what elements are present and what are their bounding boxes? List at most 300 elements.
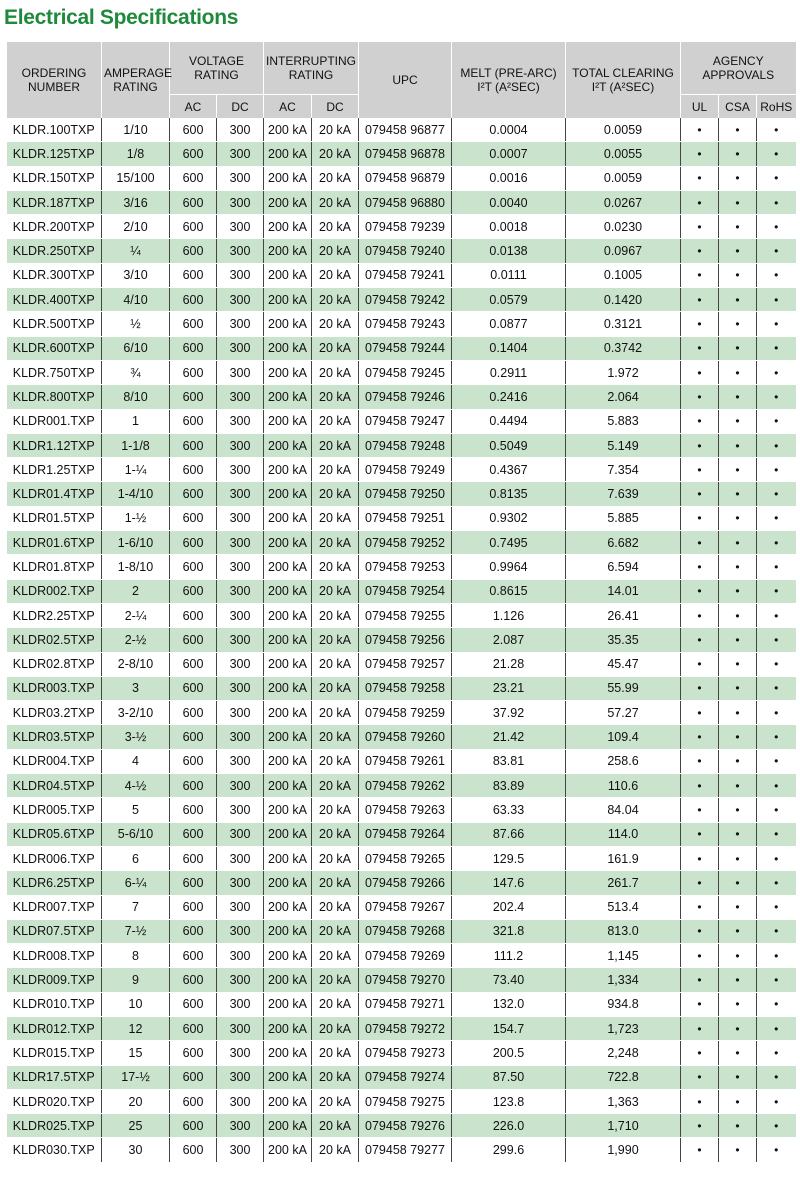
table-row bbox=[7, 603, 796, 627]
cell-ul-approval: • bbox=[681, 846, 719, 870]
cell-interrupting-dc: 20 kA bbox=[312, 919, 359, 943]
cell-voltage-dc: 300 bbox=[217, 944, 264, 968]
cell-interrupting-ac: 200 kA bbox=[264, 749, 312, 773]
cell-voltage-ac: 600 bbox=[170, 288, 217, 312]
cell-upc: 079458 79250 bbox=[359, 482, 452, 506]
cell-ul-approval: • bbox=[681, 749, 719, 773]
header-rohs: RoHS bbox=[757, 95, 796, 119]
cell-interrupting-ac: 200 kA bbox=[264, 676, 312, 700]
cell-total-clearing-i2t: 1,363 bbox=[566, 1089, 681, 1113]
cell-csa-approval: • bbox=[719, 798, 757, 822]
cell-upc: 079458 96880 bbox=[359, 190, 452, 214]
cell-voltage-ac: 600 bbox=[170, 239, 217, 263]
cell-melt-i2t: 0.0007 bbox=[452, 142, 566, 166]
table-row bbox=[7, 1138, 796, 1162]
cell-ul-approval: • bbox=[681, 895, 719, 919]
cell-voltage-ac: 600 bbox=[170, 482, 217, 506]
cell-voltage-dc: 300 bbox=[217, 822, 264, 846]
cell-rohs-approval: • bbox=[757, 215, 796, 239]
cell-total-clearing-i2t: 84.04 bbox=[566, 798, 681, 822]
cell-voltage-dc: 300 bbox=[217, 555, 264, 579]
cell-total-clearing-i2t: 0.0055 bbox=[566, 142, 681, 166]
cell-csa-approval: • bbox=[719, 919, 757, 943]
cell-upc: 079458 96878 bbox=[359, 142, 452, 166]
cell-rohs-approval: • bbox=[757, 652, 796, 676]
cell-csa-approval: • bbox=[719, 288, 757, 312]
cell-total-clearing-i2t: 55.99 bbox=[566, 676, 681, 700]
cell-interrupting-ac: 200 kA bbox=[264, 166, 312, 190]
cell-csa-approval: • bbox=[719, 531, 757, 555]
cell-rohs-approval: • bbox=[757, 895, 796, 919]
cell-voltage-ac: 600 bbox=[170, 215, 217, 239]
cell-rohs-approval: • bbox=[757, 822, 796, 846]
cell-interrupting-ac: 200 kA bbox=[264, 263, 312, 287]
cell-ordering-number: KLDR.100TXP bbox=[7, 118, 102, 142]
cell-interrupting-dc: 20 kA bbox=[312, 482, 359, 506]
cell-voltage-ac: 600 bbox=[170, 555, 217, 579]
table-row bbox=[7, 944, 796, 968]
cell-voltage-ac: 600 bbox=[170, 263, 217, 287]
cell-csa-approval: • bbox=[719, 360, 757, 384]
cell-interrupting-ac: 200 kA bbox=[264, 725, 312, 749]
cell-voltage-dc: 300 bbox=[217, 798, 264, 822]
cell-voltage-dc: 300 bbox=[217, 118, 264, 142]
cell-melt-i2t: 147.6 bbox=[452, 871, 566, 895]
cell-upc: 079458 79266 bbox=[359, 871, 452, 895]
cell-upc: 079458 79271 bbox=[359, 992, 452, 1016]
cell-upc: 079458 79241 bbox=[359, 263, 452, 287]
cell-melt-i2t: 0.0579 bbox=[452, 288, 566, 312]
cell-melt-i2t: 2.087 bbox=[452, 628, 566, 652]
cell-upc: 079458 79247 bbox=[359, 409, 452, 433]
cell-ul-approval: • bbox=[681, 676, 719, 700]
cell-ul-approval: • bbox=[681, 215, 719, 239]
cell-amperage-rating: 3 bbox=[102, 676, 170, 700]
cell-interrupting-dc: 20 kA bbox=[312, 652, 359, 676]
cell-ordering-number: KLDR001.TXP bbox=[7, 409, 102, 433]
cell-voltage-dc: 300 bbox=[217, 895, 264, 919]
table-row bbox=[7, 385, 796, 409]
cell-total-clearing-i2t: 813.0 bbox=[566, 919, 681, 943]
cell-rohs-approval: • bbox=[757, 944, 796, 968]
cell-total-clearing-i2t: 1.972 bbox=[566, 360, 681, 384]
cell-csa-approval: • bbox=[719, 846, 757, 870]
cell-upc: 079458 79252 bbox=[359, 531, 452, 555]
cell-amperage-rating: 15 bbox=[102, 1041, 170, 1065]
cell-melt-i2t: 0.7495 bbox=[452, 531, 566, 555]
cell-ordering-number: KLDR.500TXP bbox=[7, 312, 102, 336]
cell-interrupting-ac: 200 kA bbox=[264, 215, 312, 239]
table-row bbox=[7, 555, 796, 579]
cell-ordering-number: KLDR03.2TXP bbox=[7, 701, 102, 725]
table-row bbox=[7, 1114, 796, 1138]
cell-melt-i2t: 0.0040 bbox=[452, 190, 566, 214]
table-row bbox=[7, 725, 796, 749]
cell-ordering-number: KLDR030.TXP bbox=[7, 1138, 102, 1162]
cell-melt-i2t: 0.8135 bbox=[452, 482, 566, 506]
cell-amperage-rating: 6-¼ bbox=[102, 871, 170, 895]
cell-interrupting-ac: 200 kA bbox=[264, 944, 312, 968]
cell-amperage-rating: 7 bbox=[102, 895, 170, 919]
cell-voltage-dc: 300 bbox=[217, 628, 264, 652]
cell-amperage-rating: 1 bbox=[102, 409, 170, 433]
cell-ul-approval: • bbox=[681, 871, 719, 895]
table-row bbox=[7, 871, 796, 895]
cell-interrupting-dc: 20 kA bbox=[312, 992, 359, 1016]
cell-total-clearing-i2t: 0.0267 bbox=[566, 190, 681, 214]
cell-ordering-number: KLDR004.TXP bbox=[7, 749, 102, 773]
cell-melt-i2t: 0.9302 bbox=[452, 506, 566, 530]
cell-amperage-rating: 2/10 bbox=[102, 215, 170, 239]
cell-ordering-number: KLDR.300TXP bbox=[7, 263, 102, 287]
table-row bbox=[7, 895, 796, 919]
cell-melt-i2t: 0.0018 bbox=[452, 215, 566, 239]
cell-voltage-dc: 300 bbox=[217, 725, 264, 749]
cell-upc: 079458 79275 bbox=[359, 1089, 452, 1113]
cell-interrupting-ac: 200 kA bbox=[264, 312, 312, 336]
cell-amperage-rating: 2 bbox=[102, 579, 170, 603]
cell-ordering-number: KLDR025.TXP bbox=[7, 1114, 102, 1138]
cell-amperage-rating: 30 bbox=[102, 1138, 170, 1162]
cell-rohs-approval: • bbox=[757, 433, 796, 457]
cell-melt-i2t: 226.0 bbox=[452, 1114, 566, 1138]
cell-amperage-rating: 1-4/10 bbox=[102, 482, 170, 506]
cell-csa-approval: • bbox=[719, 992, 757, 1016]
cell-ul-approval: • bbox=[681, 944, 719, 968]
cell-amperage-rating: 12 bbox=[102, 1016, 170, 1040]
table-row bbox=[7, 774, 796, 798]
cell-ordering-number: KLDR007.TXP bbox=[7, 895, 102, 919]
cell-total-clearing-i2t: 7.354 bbox=[566, 458, 681, 482]
cell-rohs-approval: • bbox=[757, 1065, 796, 1089]
cell-amperage-rating: 9 bbox=[102, 968, 170, 992]
cell-voltage-ac: 600 bbox=[170, 409, 217, 433]
cell-interrupting-dc: 20 kA bbox=[312, 774, 359, 798]
cell-ul-approval: • bbox=[681, 555, 719, 579]
cell-ul-approval: • bbox=[681, 360, 719, 384]
cell-ul-approval: • bbox=[681, 1041, 719, 1065]
table-row bbox=[7, 846, 796, 870]
cell-ordering-number: KLDR.600TXP bbox=[7, 336, 102, 360]
cell-interrupting-dc: 20 kA bbox=[312, 555, 359, 579]
cell-total-clearing-i2t: 26.41 bbox=[566, 603, 681, 627]
cell-csa-approval: • bbox=[719, 1138, 757, 1162]
cell-voltage-dc: 300 bbox=[217, 1041, 264, 1065]
cell-melt-i2t: 0.9964 bbox=[452, 555, 566, 579]
cell-voltage-ac: 600 bbox=[170, 1138, 217, 1162]
cell-voltage-dc: 300 bbox=[217, 774, 264, 798]
cell-rohs-approval: • bbox=[757, 749, 796, 773]
cell-upc: 079458 79261 bbox=[359, 749, 452, 773]
cell-csa-approval: • bbox=[719, 142, 757, 166]
cell-csa-approval: • bbox=[719, 1016, 757, 1040]
cell-voltage-dc: 300 bbox=[217, 1138, 264, 1162]
table-body bbox=[7, 118, 796, 1162]
header-ul: UL bbox=[681, 95, 719, 119]
cell-amperage-rating: ½ bbox=[102, 312, 170, 336]
cell-ul-approval: • bbox=[681, 822, 719, 846]
cell-csa-approval: • bbox=[719, 944, 757, 968]
cell-voltage-dc: 300 bbox=[217, 531, 264, 555]
cell-interrupting-dc: 20 kA bbox=[312, 506, 359, 530]
cell-ordering-number: KLDR005.TXP bbox=[7, 798, 102, 822]
cell-total-clearing-i2t: 722.8 bbox=[566, 1065, 681, 1089]
cell-rohs-approval: • bbox=[757, 142, 796, 166]
cell-melt-i2t: 23.21 bbox=[452, 676, 566, 700]
table-row bbox=[7, 433, 796, 457]
cell-upc: 079458 79242 bbox=[359, 288, 452, 312]
cell-interrupting-dc: 20 kA bbox=[312, 409, 359, 433]
cell-upc: 079458 79251 bbox=[359, 506, 452, 530]
cell-rohs-approval: • bbox=[757, 118, 796, 142]
table-row bbox=[7, 1016, 796, 1040]
cell-voltage-dc: 300 bbox=[217, 312, 264, 336]
cell-interrupting-ac: 200 kA bbox=[264, 895, 312, 919]
cell-amperage-rating: 3-2/10 bbox=[102, 701, 170, 725]
cell-upc: 079458 79256 bbox=[359, 628, 452, 652]
cell-total-clearing-i2t: 258.6 bbox=[566, 749, 681, 773]
cell-ul-approval: • bbox=[681, 482, 719, 506]
cell-total-clearing-i2t: 161.9 bbox=[566, 846, 681, 870]
cell-rohs-approval: • bbox=[757, 166, 796, 190]
cell-amperage-rating: 2-½ bbox=[102, 628, 170, 652]
cell-ul-approval: • bbox=[681, 992, 719, 1016]
cell-interrupting-ac: 200 kA bbox=[264, 992, 312, 1016]
cell-melt-i2t: 154.7 bbox=[452, 1016, 566, 1040]
cell-rohs-approval: • bbox=[757, 190, 796, 214]
cell-upc: 079458 79272 bbox=[359, 1016, 452, 1040]
cell-interrupting-dc: 20 kA bbox=[312, 385, 359, 409]
cell-interrupting-dc: 20 kA bbox=[312, 603, 359, 627]
cell-ordering-number: KLDR.200TXP bbox=[7, 215, 102, 239]
cell-interrupting-ac: 200 kA bbox=[264, 506, 312, 530]
cell-voltage-ac: 600 bbox=[170, 1065, 217, 1089]
cell-ordering-number: KLDR2.25TXP bbox=[7, 603, 102, 627]
cell-melt-i2t: 21.42 bbox=[452, 725, 566, 749]
cell-interrupting-dc: 20 kA bbox=[312, 1065, 359, 1089]
cell-melt-i2t: 0.4494 bbox=[452, 409, 566, 433]
cell-melt-i2t: 21.28 bbox=[452, 652, 566, 676]
cell-amperage-rating: 6 bbox=[102, 846, 170, 870]
cell-rohs-approval: • bbox=[757, 312, 796, 336]
cell-voltage-ac: 600 bbox=[170, 919, 217, 943]
cell-ordering-number: KLDR.125TXP bbox=[7, 142, 102, 166]
cell-amperage-rating: 8/10 bbox=[102, 385, 170, 409]
cell-ordering-number: KLDR003.TXP bbox=[7, 676, 102, 700]
table-row bbox=[7, 312, 796, 336]
cell-rohs-approval: • bbox=[757, 1089, 796, 1113]
cell-total-clearing-i2t: 0.1005 bbox=[566, 263, 681, 287]
cell-csa-approval: • bbox=[719, 385, 757, 409]
cell-melt-i2t: 1.126 bbox=[452, 603, 566, 627]
cell-upc: 079458 79259 bbox=[359, 701, 452, 725]
table-row bbox=[7, 482, 796, 506]
cell-voltage-ac: 600 bbox=[170, 1089, 217, 1113]
header-ordering-number: ORDERING NUMBER bbox=[7, 42, 102, 118]
cell-ordering-number: KLDR04.5TXP bbox=[7, 774, 102, 798]
cell-upc: 079458 79257 bbox=[359, 652, 452, 676]
cell-ordering-number: KLDR.150TXP bbox=[7, 166, 102, 190]
cell-ul-approval: • bbox=[681, 458, 719, 482]
cell-amperage-rating: 4-½ bbox=[102, 774, 170, 798]
cell-total-clearing-i2t: 110.6 bbox=[566, 774, 681, 798]
cell-csa-approval: • bbox=[719, 749, 757, 773]
cell-csa-approval: • bbox=[719, 506, 757, 530]
cell-interrupting-dc: 20 kA bbox=[312, 360, 359, 384]
cell-interrupting-dc: 20 kA bbox=[312, 531, 359, 555]
cell-ordering-number: KLDR17.5TXP bbox=[7, 1065, 102, 1089]
cell-voltage-dc: 300 bbox=[217, 239, 264, 263]
cell-rohs-approval: • bbox=[757, 846, 796, 870]
cell-melt-i2t: 63.33 bbox=[452, 798, 566, 822]
cell-interrupting-ac: 200 kA bbox=[264, 822, 312, 846]
cell-ul-approval: • bbox=[681, 919, 719, 943]
cell-voltage-dc: 300 bbox=[217, 992, 264, 1016]
cell-voltage-dc: 300 bbox=[217, 360, 264, 384]
cell-voltage-dc: 300 bbox=[217, 579, 264, 603]
cell-interrupting-ac: 200 kA bbox=[264, 1089, 312, 1113]
cell-csa-approval: • bbox=[719, 968, 757, 992]
cell-interrupting-ac: 200 kA bbox=[264, 385, 312, 409]
table-row bbox=[7, 506, 796, 530]
cell-interrupting-ac: 200 kA bbox=[264, 701, 312, 725]
cell-total-clearing-i2t: 0.0059 bbox=[566, 118, 681, 142]
cell-total-clearing-i2t: 5.883 bbox=[566, 409, 681, 433]
cell-melt-i2t: 202.4 bbox=[452, 895, 566, 919]
cell-amperage-rating: 17-½ bbox=[102, 1065, 170, 1089]
cell-csa-approval: • bbox=[719, 725, 757, 749]
cell-ordering-number: KLDR006.TXP bbox=[7, 846, 102, 870]
cell-melt-i2t: 299.6 bbox=[452, 1138, 566, 1162]
cell-voltage-dc: 300 bbox=[217, 385, 264, 409]
cell-interrupting-ac: 200 kA bbox=[264, 239, 312, 263]
cell-upc: 079458 96879 bbox=[359, 166, 452, 190]
cell-upc: 079458 79263 bbox=[359, 798, 452, 822]
cell-ordering-number: KLDR05.6TXP bbox=[7, 822, 102, 846]
cell-total-clearing-i2t: 0.1420 bbox=[566, 288, 681, 312]
cell-interrupting-ac: 200 kA bbox=[264, 1114, 312, 1138]
header-melt: MELT (PRE-ARC) I²T (A²SEC) bbox=[452, 42, 566, 118]
cell-melt-i2t: 83.89 bbox=[452, 774, 566, 798]
cell-ul-approval: • bbox=[681, 579, 719, 603]
cell-voltage-ac: 600 bbox=[170, 944, 217, 968]
cell-voltage-dc: 300 bbox=[217, 506, 264, 530]
cell-amperage-rating: 1-½ bbox=[102, 506, 170, 530]
cell-rohs-approval: • bbox=[757, 531, 796, 555]
cell-ul-approval: • bbox=[681, 433, 719, 457]
cell-amperage-rating: 1-¼ bbox=[102, 458, 170, 482]
cell-total-clearing-i2t: 14.01 bbox=[566, 579, 681, 603]
cell-amperage-rating: 3-½ bbox=[102, 725, 170, 749]
cell-ul-approval: • bbox=[681, 1065, 719, 1089]
cell-melt-i2t: 0.0016 bbox=[452, 166, 566, 190]
cell-amperage-rating: 1-6/10 bbox=[102, 531, 170, 555]
cell-voltage-dc: 300 bbox=[217, 968, 264, 992]
cell-ordering-number: KLDR6.25TXP bbox=[7, 871, 102, 895]
cell-ordering-number: KLDR015.TXP bbox=[7, 1041, 102, 1065]
cell-melt-i2t: 0.0877 bbox=[452, 312, 566, 336]
cell-csa-approval: • bbox=[719, 1089, 757, 1113]
cell-interrupting-ac: 200 kA bbox=[264, 1016, 312, 1040]
cell-interrupting-ac: 200 kA bbox=[264, 968, 312, 992]
cell-total-clearing-i2t: 1,710 bbox=[566, 1114, 681, 1138]
cell-interrupting-ac: 200 kA bbox=[264, 919, 312, 943]
cell-voltage-ac: 600 bbox=[170, 798, 217, 822]
cell-voltage-dc: 300 bbox=[217, 288, 264, 312]
cell-total-clearing-i2t: 7.639 bbox=[566, 482, 681, 506]
cell-melt-i2t: 0.0138 bbox=[452, 239, 566, 263]
cell-csa-approval: • bbox=[719, 822, 757, 846]
cell-csa-approval: • bbox=[719, 215, 757, 239]
cell-interrupting-dc: 20 kA bbox=[312, 895, 359, 919]
cell-total-clearing-i2t: 0.0230 bbox=[566, 215, 681, 239]
cell-voltage-dc: 300 bbox=[217, 676, 264, 700]
cell-upc: 079458 79239 bbox=[359, 215, 452, 239]
cell-interrupting-dc: 20 kA bbox=[312, 239, 359, 263]
cell-csa-approval: • bbox=[719, 409, 757, 433]
cell-interrupting-ac: 200 kA bbox=[264, 1065, 312, 1089]
cell-interrupting-ac: 200 kA bbox=[264, 798, 312, 822]
cell-amperage-rating: 8 bbox=[102, 944, 170, 968]
cell-voltage-dc: 300 bbox=[217, 846, 264, 870]
cell-upc: 079458 79248 bbox=[359, 433, 452, 457]
cell-interrupting-ac: 200 kA bbox=[264, 1138, 312, 1162]
cell-interrupting-dc: 20 kA bbox=[312, 968, 359, 992]
cell-voltage-ac: 600 bbox=[170, 725, 217, 749]
cell-interrupting-dc: 20 kA bbox=[312, 1138, 359, 1162]
cell-melt-i2t: 129.5 bbox=[452, 846, 566, 870]
cell-ordering-number: KLDR002.TXP bbox=[7, 579, 102, 603]
cell-interrupting-dc: 20 kA bbox=[312, 725, 359, 749]
cell-interrupting-ac: 200 kA bbox=[264, 652, 312, 676]
cell-voltage-ac: 600 bbox=[170, 774, 217, 798]
cell-interrupting-ac: 200 kA bbox=[264, 603, 312, 627]
cell-total-clearing-i2t: 6.682 bbox=[566, 531, 681, 555]
cell-csa-approval: • bbox=[719, 701, 757, 725]
cell-rohs-approval: • bbox=[757, 336, 796, 360]
cell-amperage-rating: 5-6/10 bbox=[102, 822, 170, 846]
cell-voltage-ac: 600 bbox=[170, 1016, 217, 1040]
cell-amperage-rating: 15/100 bbox=[102, 166, 170, 190]
cell-total-clearing-i2t: 1,334 bbox=[566, 968, 681, 992]
cell-csa-approval: • bbox=[719, 676, 757, 700]
cell-voltage-ac: 600 bbox=[170, 676, 217, 700]
cell-total-clearing-i2t: 57.27 bbox=[566, 701, 681, 725]
cell-upc: 079458 79258 bbox=[359, 676, 452, 700]
cell-ul-approval: • bbox=[681, 603, 719, 627]
cell-interrupting-ac: 200 kA bbox=[264, 190, 312, 214]
cell-melt-i2t: 0.5049 bbox=[452, 433, 566, 457]
cell-melt-i2t: 73.40 bbox=[452, 968, 566, 992]
cell-rohs-approval: • bbox=[757, 1138, 796, 1162]
cell-total-clearing-i2t: 1,990 bbox=[566, 1138, 681, 1162]
cell-upc: 079458 79262 bbox=[359, 774, 452, 798]
cell-melt-i2t: 0.0111 bbox=[452, 263, 566, 287]
cell-upc: 079458 79276 bbox=[359, 1114, 452, 1138]
cell-interrupting-ac: 200 kA bbox=[264, 579, 312, 603]
cell-rohs-approval: • bbox=[757, 992, 796, 1016]
cell-upc: 079458 79277 bbox=[359, 1138, 452, 1162]
cell-rohs-approval: • bbox=[757, 482, 796, 506]
cell-voltage-dc: 300 bbox=[217, 482, 264, 506]
cell-amperage-rating: 3/16 bbox=[102, 190, 170, 214]
cell-rohs-approval: • bbox=[757, 774, 796, 798]
cell-interrupting-ac: 200 kA bbox=[264, 531, 312, 555]
cell-interrupting-dc: 20 kA bbox=[312, 263, 359, 287]
cell-ul-approval: • bbox=[681, 506, 719, 530]
cell-ul-approval: • bbox=[681, 725, 719, 749]
cell-interrupting-dc: 20 kA bbox=[312, 846, 359, 870]
